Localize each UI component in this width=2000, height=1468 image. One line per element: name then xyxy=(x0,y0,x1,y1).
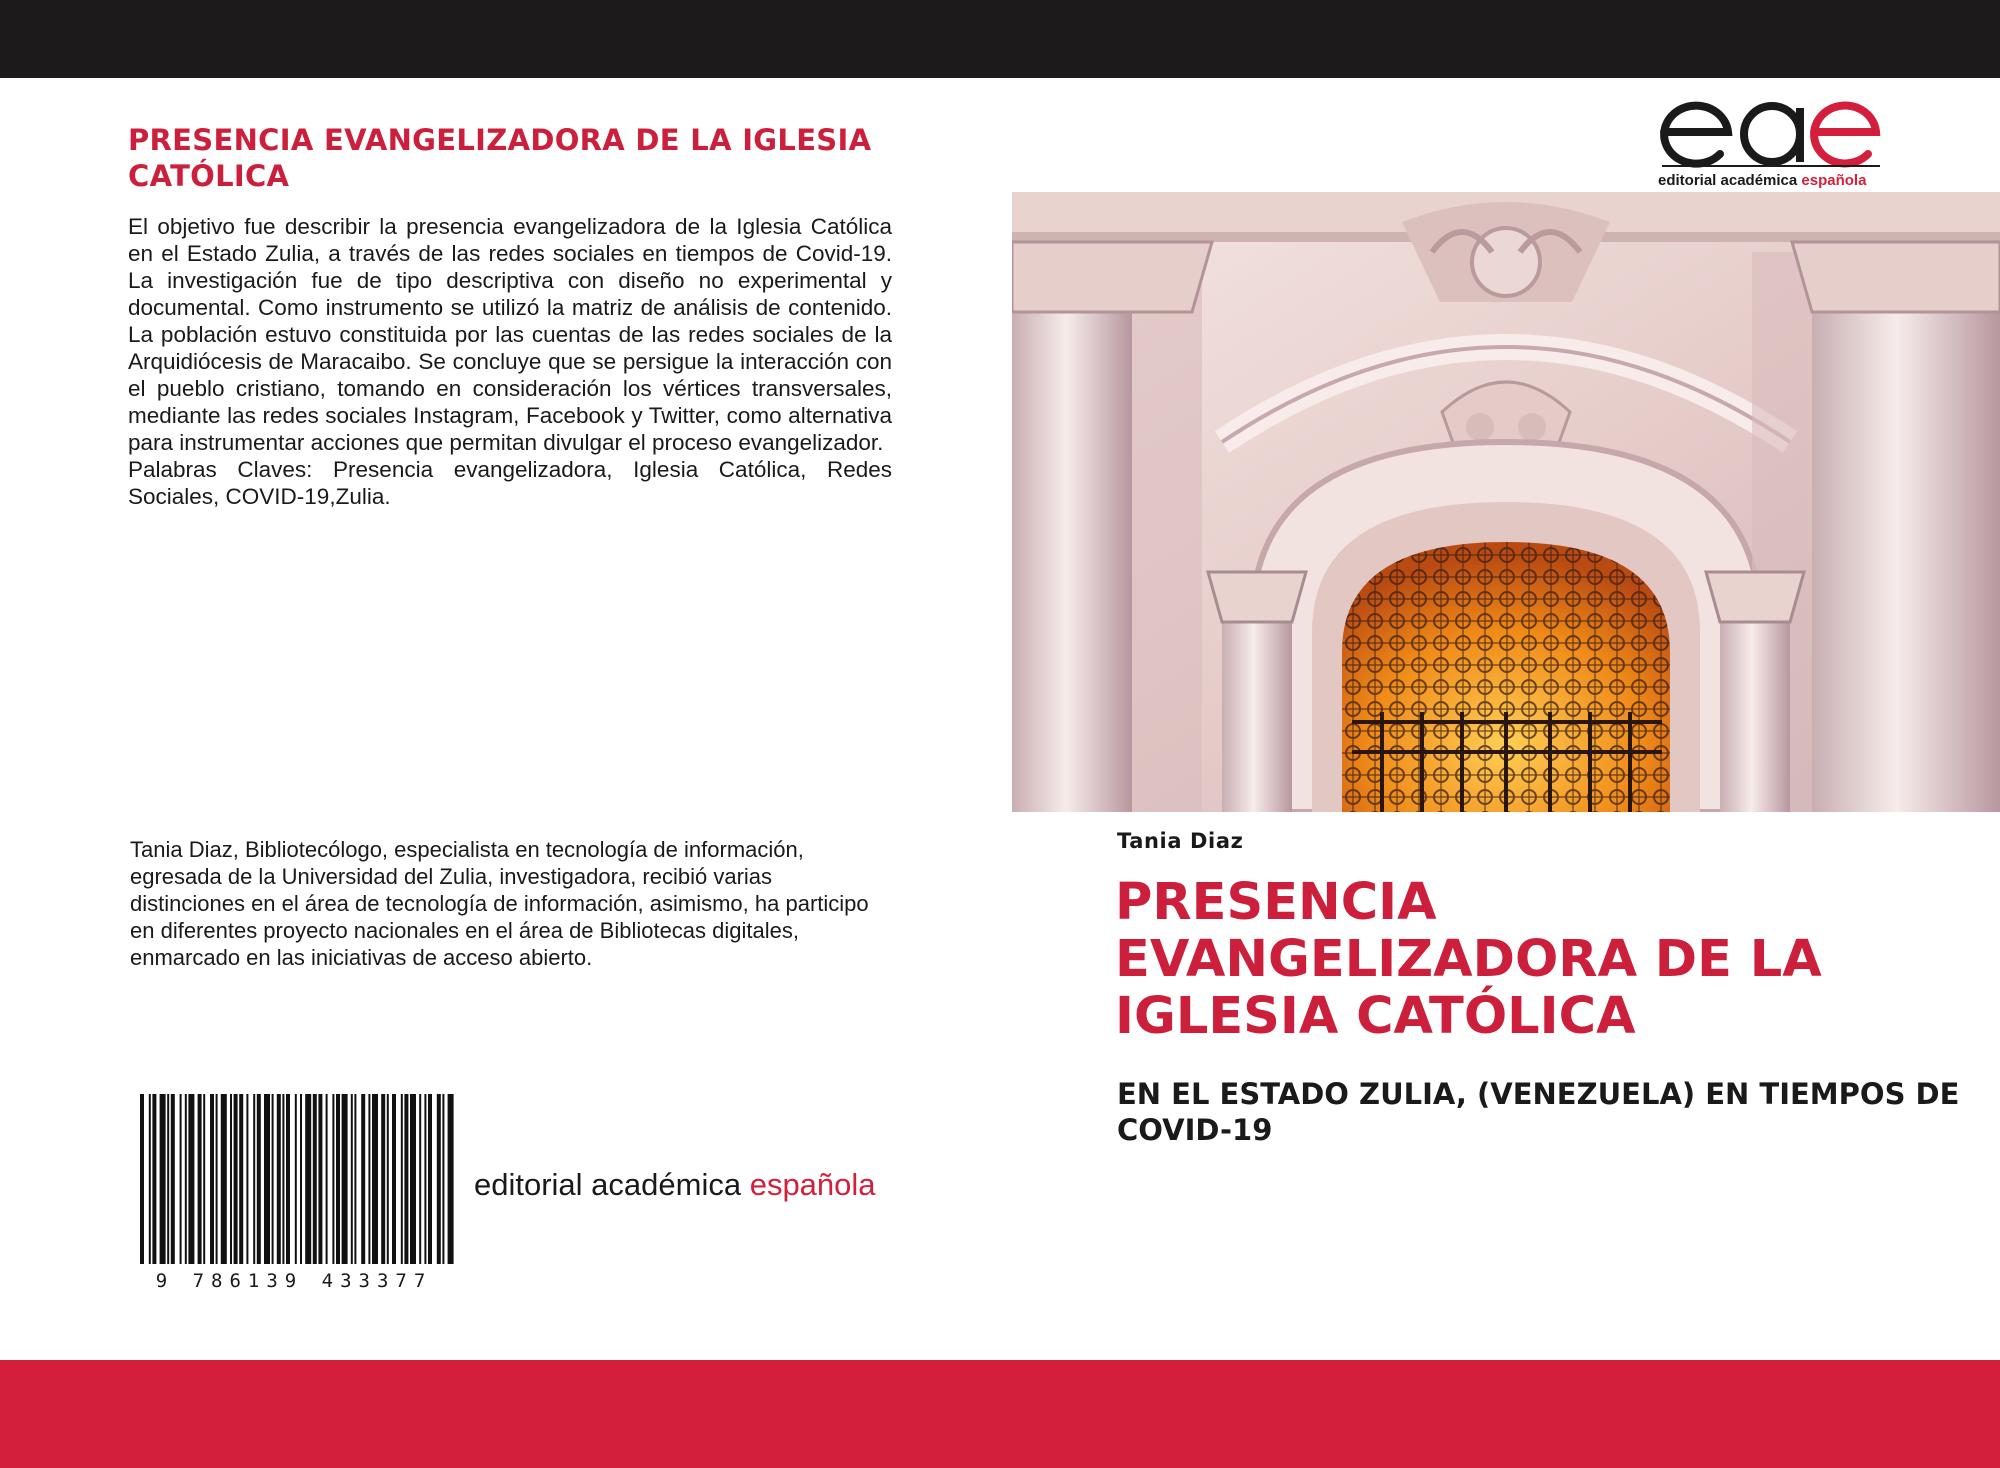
barcode-bar xyxy=(160,1094,166,1264)
barcode-bar xyxy=(272,1094,274,1264)
barcode-bar xyxy=(216,1094,218,1264)
barcode-bar xyxy=(404,1094,408,1264)
abstract xyxy=(128,213,892,510)
barcode-bar xyxy=(234,1094,238,1264)
barcode-bar xyxy=(326,1094,328,1290)
barcode-bar xyxy=(437,1094,441,1264)
barcode-bar xyxy=(442,1094,444,1264)
keywords-text: Palabras Claves: Presencia evangelizadora, Iglesia Católica, Redes Sociales, COVID-19,Zulia. xyxy=(128,457,892,509)
isbn-digits: 9 786139 433377 xyxy=(155,1270,433,1292)
logo-wordmark xyxy=(1658,172,1866,189)
barcode-bar xyxy=(203,1094,205,1264)
logo-text-accent: española xyxy=(1801,172,1867,189)
back-publisher-name xyxy=(474,1167,876,1203)
barcode-bar xyxy=(368,1094,370,1264)
barcode-bar xyxy=(361,1094,365,1264)
barcode-bar xyxy=(401,1094,403,1264)
barcode-bar xyxy=(336,1094,340,1264)
barcode-bar xyxy=(318,1094,322,1264)
barcode-bar xyxy=(198,1094,202,1264)
barcode-bar xyxy=(300,1094,302,1264)
barcode-bar xyxy=(332,1094,334,1264)
barcode-bar xyxy=(264,1094,270,1264)
barcode-bar xyxy=(428,1094,432,1264)
barcode-bar xyxy=(188,1094,194,1264)
barcode-graphic xyxy=(130,1094,458,1294)
barcode-bar xyxy=(253,1094,255,1264)
barcode-bar xyxy=(448,1094,454,1264)
barcode-bar xyxy=(381,1094,385,1264)
barcode-bar xyxy=(171,1094,175,1264)
isbn-barcode xyxy=(130,1094,458,1294)
barcode-bar xyxy=(313,1094,317,1264)
eae-logo-mark xyxy=(1658,96,1884,170)
front-cover-subtitle: EN EL ESTADO ZULIA, (VENEZUELA) EN TIEMPOS DE COVID-19 xyxy=(1117,1077,1960,1147)
barcode-bar xyxy=(351,1094,353,1264)
cathedral-illustration xyxy=(1012,192,2000,812)
barcode-bar xyxy=(257,1094,261,1264)
barcode-bar xyxy=(282,1094,284,1264)
barcode-bar xyxy=(354,1094,356,1264)
publisher-primary: editorial académica xyxy=(474,1167,750,1202)
barcode-bar xyxy=(372,1094,378,1264)
barcode-bar xyxy=(185,1094,187,1264)
barcode-bar xyxy=(149,1094,151,1290)
publisher-logo xyxy=(1658,96,1884,188)
barcode-bar xyxy=(342,1094,348,1264)
barcode-bar xyxy=(152,1094,156,1264)
publisher-accent: española xyxy=(749,1167,876,1202)
barcode-bar xyxy=(167,1094,169,1264)
barcode-bar xyxy=(230,1094,232,1264)
abstract-text: El objetivo fue describir la presencia evangelizadora de la Iglesia Católica en el Estado Zulia, a través de las redes sociales en tiempos de Covid-19. La investigación fue de tipo descriptiva con diseño no experimental y documental. Como instrumento se utilizó la matriz de análisis de contenido. La población estuvo constituida por las cuentas de las redes sociales de la Arquidiócesis de Maracaibo. Se concluye que se persigue la interacción con el pueblo cristiano, tomando en consideración los vértices transversales, mediante las redes sociales Instagram, Facebook y Twitter, como alternativa para instrumentar acciones que permitan divulgar el proceso evangelizador. xyxy=(128,214,892,455)
barcode-bar xyxy=(180,1094,182,1264)
barcode-bar xyxy=(387,1094,389,1264)
front-cover-title: PRESENCIA EVANGELIZADORA DE LA IGLESIA CATÓLICA xyxy=(1115,873,1822,1046)
cathedral-arch-photo xyxy=(1012,192,2000,812)
barcode-bar xyxy=(295,1094,297,1264)
barcode-bar xyxy=(277,1094,281,1264)
barcode-bar xyxy=(210,1094,214,1264)
barcode-bar xyxy=(246,1094,248,1264)
barcode-bar xyxy=(221,1094,227,1264)
barcode-bar xyxy=(305,1094,311,1264)
bottom-red-band xyxy=(0,1360,2000,1468)
barcode-bar xyxy=(392,1094,396,1264)
barcode-bar xyxy=(239,1094,243,1264)
front-author: Tania Diaz xyxy=(1117,829,1244,853)
barcode-bar xyxy=(140,1094,144,1290)
top-dark-band xyxy=(0,0,2000,78)
barcode-bar xyxy=(419,1094,421,1264)
author-bio: Tania Diaz, Bibliotecólogo, especialista en tecnología de información, egresada de la Universidad del Zulia, investigadora, recibió varias distinciones en el área de tecnología de información, asimismo, ha participo en diferentes proyecto nacionales en el área de Bibliotecas digitales, enmarcado en las iniciativas de acceso abierto. xyxy=(130,837,869,970)
logo-text-primary: editorial académica xyxy=(1658,172,1802,189)
barcode-bar xyxy=(286,1094,290,1264)
barcode-bar xyxy=(424,1094,426,1264)
back-cover-title: PRESENCIA EVANGELIZADORA DE LA IGLESIA CATÓLICA xyxy=(128,123,872,193)
barcode-bar xyxy=(410,1094,416,1264)
